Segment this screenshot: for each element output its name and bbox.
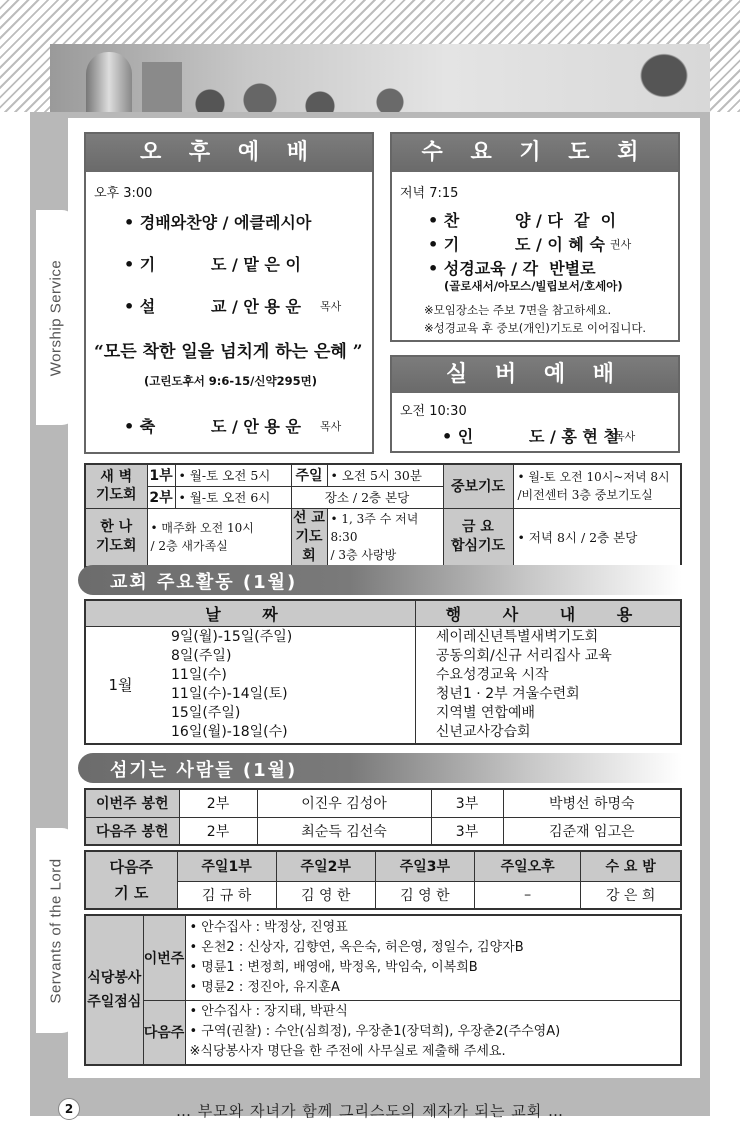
- servants-banner-title: 섬기는 사람들 (1월): [110, 760, 298, 781]
- prayer-name: 김 영 한: [276, 881, 375, 909]
- activities-dates: 9일(월)-15일(주일) 8일(주일) 11일(수) 11일(수)-14일(토) 15일(주일) 16일(월)-18일(수): [155, 626, 415, 744]
- offering-names: 김준재 임고은: [503, 817, 681, 845]
- afternoon-item-3: • 설 교 / 안 용 운: [124, 297, 301, 316]
- prayer-duty-table: [84, 850, 682, 910]
- dawn-part2-time: • 월-토 오전 6시: [175, 486, 291, 508]
- offering-part: 2부: [179, 817, 257, 845]
- offering-row-label: 다음주 봉헌: [85, 817, 179, 845]
- intercession-detail: • 월-토 오전 10시~저녁 8시 /비전센터 3층 중보기도실: [513, 464, 681, 508]
- afternoon-pastor-title: 목사: [320, 300, 342, 313]
- page-number: 2: [58, 1098, 80, 1120]
- meal-service-label: 식당봉사 주일점심: [85, 915, 143, 1065]
- mission-prayer-label: 선 교 기도회: [291, 508, 327, 567]
- prayer-col-header: 주일2부: [276, 851, 375, 881]
- building-graphic: [142, 62, 182, 112]
- afternoon-item-1: • 경배와찬양 / 에클레시아: [124, 213, 312, 232]
- prayer-duty-label: 다음주 기 도: [85, 851, 177, 909]
- hana-prayer-label: 한 나 기도회: [85, 508, 147, 567]
- afternoon-item-2: • 기 도 / 맡 은 이: [124, 255, 301, 274]
- wednesday-prayer-title: 수 요 기 도 회: [392, 134, 678, 172]
- trees-graphic: [190, 74, 490, 112]
- offering-part: 2부: [179, 789, 257, 817]
- sermon-title: “모든 착한 일을 넘치게 하는 은혜 ”: [94, 342, 363, 362]
- wednesday-item-3: • 성경교육 / 각 반별로: [428, 259, 596, 278]
- meal-this-week: 이번주: [143, 915, 185, 1000]
- hana-prayer-detail: • 매주화 오전 10시 / 2층 새가족실: [147, 508, 291, 567]
- afternoon-worship-box: [84, 132, 374, 454]
- wednesday-deaconess-title: 권사: [610, 238, 632, 251]
- prayer-col-header: 주일오후: [474, 851, 580, 881]
- footer-motto: … 부모와 자녀가 함께 그리스도의 제자가 되는 교회 …: [176, 1102, 564, 1120]
- dawn-sunday-time: • 오전 5시 30분: [327, 464, 443, 486]
- offering-names: 최순득 김선숙: [257, 817, 431, 845]
- wednesday-time: 저녁 7:15: [400, 186, 459, 201]
- dawn-sunday: 주일: [291, 464, 327, 486]
- afternoon-blessing-title: 목사: [320, 420, 342, 433]
- header-photo: [50, 44, 710, 112]
- activities-col-event: 행 사 내 용: [415, 600, 681, 626]
- side-tab-servants-label: Servants of the Lord: [47, 857, 65, 1004]
- dawn-part2: 2부: [147, 486, 175, 508]
- wednesday-note-1: ※모임장소는 주보 7면을 참고하세요.: [424, 303, 612, 317]
- friday-prayer-detail: • 저녁 8시 / 2층 본당: [513, 508, 681, 567]
- prayer-col-header: 수 요 밤: [581, 851, 681, 881]
- meal-service-table: [84, 914, 682, 1066]
- wednesday-note-2: ※성경교육 후 중보(개인)기도로 이어집니다.: [424, 321, 647, 335]
- prayer-name: 강 은 희: [581, 881, 681, 909]
- side-tab-worship-label: Worship Service: [47, 259, 65, 376]
- wednesday-classes: (골로새서/아모스/빌립보서/호세아): [444, 279, 623, 293]
- prayer-name: –: [474, 881, 580, 909]
- dawn-prayer-label: 새 벽 기도회: [85, 464, 147, 508]
- prayer-name: 김 규 하: [177, 881, 276, 909]
- prayer-col-header: 주일3부: [375, 851, 474, 881]
- table-row: [85, 817, 681, 845]
- offering-part: 3부: [431, 817, 503, 845]
- offering-names: 이진우 김성아: [257, 789, 431, 817]
- offering-names: 박병선 하명숙: [503, 789, 681, 817]
- servants-banner: [78, 753, 682, 783]
- afternoon-time: 오후 3:00: [94, 186, 153, 201]
- mission-prayer-detail: • 1, 3주 수 저녁 8:30 / 3층 사랑방: [327, 508, 443, 567]
- silver-item: • 인 도 / 홍 현 철: [442, 427, 619, 446]
- offering-part: 3부: [431, 789, 503, 817]
- dawn-part1-time: • 월-토 오전 5시: [175, 464, 291, 486]
- activities-month: 1월: [85, 626, 155, 744]
- heart-cloud-graphic: [634, 48, 694, 98]
- wednesday-item-1: • 찬 양 / 다 같 이: [428, 211, 617, 230]
- afternoon-blessing: • 축 도 / 안 용 운: [124, 417, 301, 436]
- offering-row-label: 이번주 봉헌: [85, 789, 179, 817]
- afternoon-worship-title: 오 후 예 배: [86, 134, 372, 172]
- activities-banner: [78, 565, 682, 595]
- activities-col-date: 날 짜: [85, 600, 415, 626]
- prayer-schedule-table: [84, 463, 682, 568]
- dawn-place: 장소 / 2층 본당: [291, 486, 443, 508]
- prayer-col-header: 주일1부: [177, 851, 276, 881]
- tower-graphic: [86, 52, 132, 112]
- offering-table: [84, 788, 682, 846]
- meal-this-week-list: • 안수집사 : 박정상, 진영표 • 온천2 : 신상자, 김향연, 옥은숙, 허은영, 정일수, 김양자B • 명륜1 : 변정희, 배영애, 박정옥, 박임숙, 이복희B • 명륜2 : 정진아, 유지훈A: [185, 915, 681, 1000]
- silver-pastor-title: 목사: [614, 430, 636, 443]
- sermon-scripture: (고린도후서 9:6-15/신약295면): [144, 374, 317, 388]
- activities-banner-title: 교회 주요활동 (1월): [110, 572, 298, 593]
- silver-worship-title: 실 버 예 배: [392, 357, 678, 393]
- dawn-part1: 1부: [147, 464, 175, 486]
- wednesday-item-2: • 기 도 / 이 혜 숙: [428, 235, 605, 254]
- meal-next-week-list: • 안수집사 : 장지태, 박판식 • 구역(권찰) : 수안(심희정), 우장춘1(장덕희), 우장춘2(주수영A) ※식당봉사자 명단을 한 주전에 사무실로 제출해 주세요.: [185, 1000, 681, 1065]
- table-row: [85, 789, 681, 817]
- silver-time: 오전 10:30: [400, 404, 467, 419]
- intercession-label: 중보기도: [443, 464, 513, 508]
- activities-table: [84, 599, 682, 745]
- prayer-name: 김 영 한: [375, 881, 474, 909]
- activities-events: 세이레신년특별새벽기도회 공동의회/신규 서리집사 교육 수요성경교육 시작 청년1 · 2부 겨울수련회 지역별 연합예배 신년교사강습회: [415, 626, 681, 744]
- meal-next-week: 다음주: [143, 1000, 185, 1065]
- friday-prayer-label: 금 요 합심기도: [443, 508, 513, 567]
